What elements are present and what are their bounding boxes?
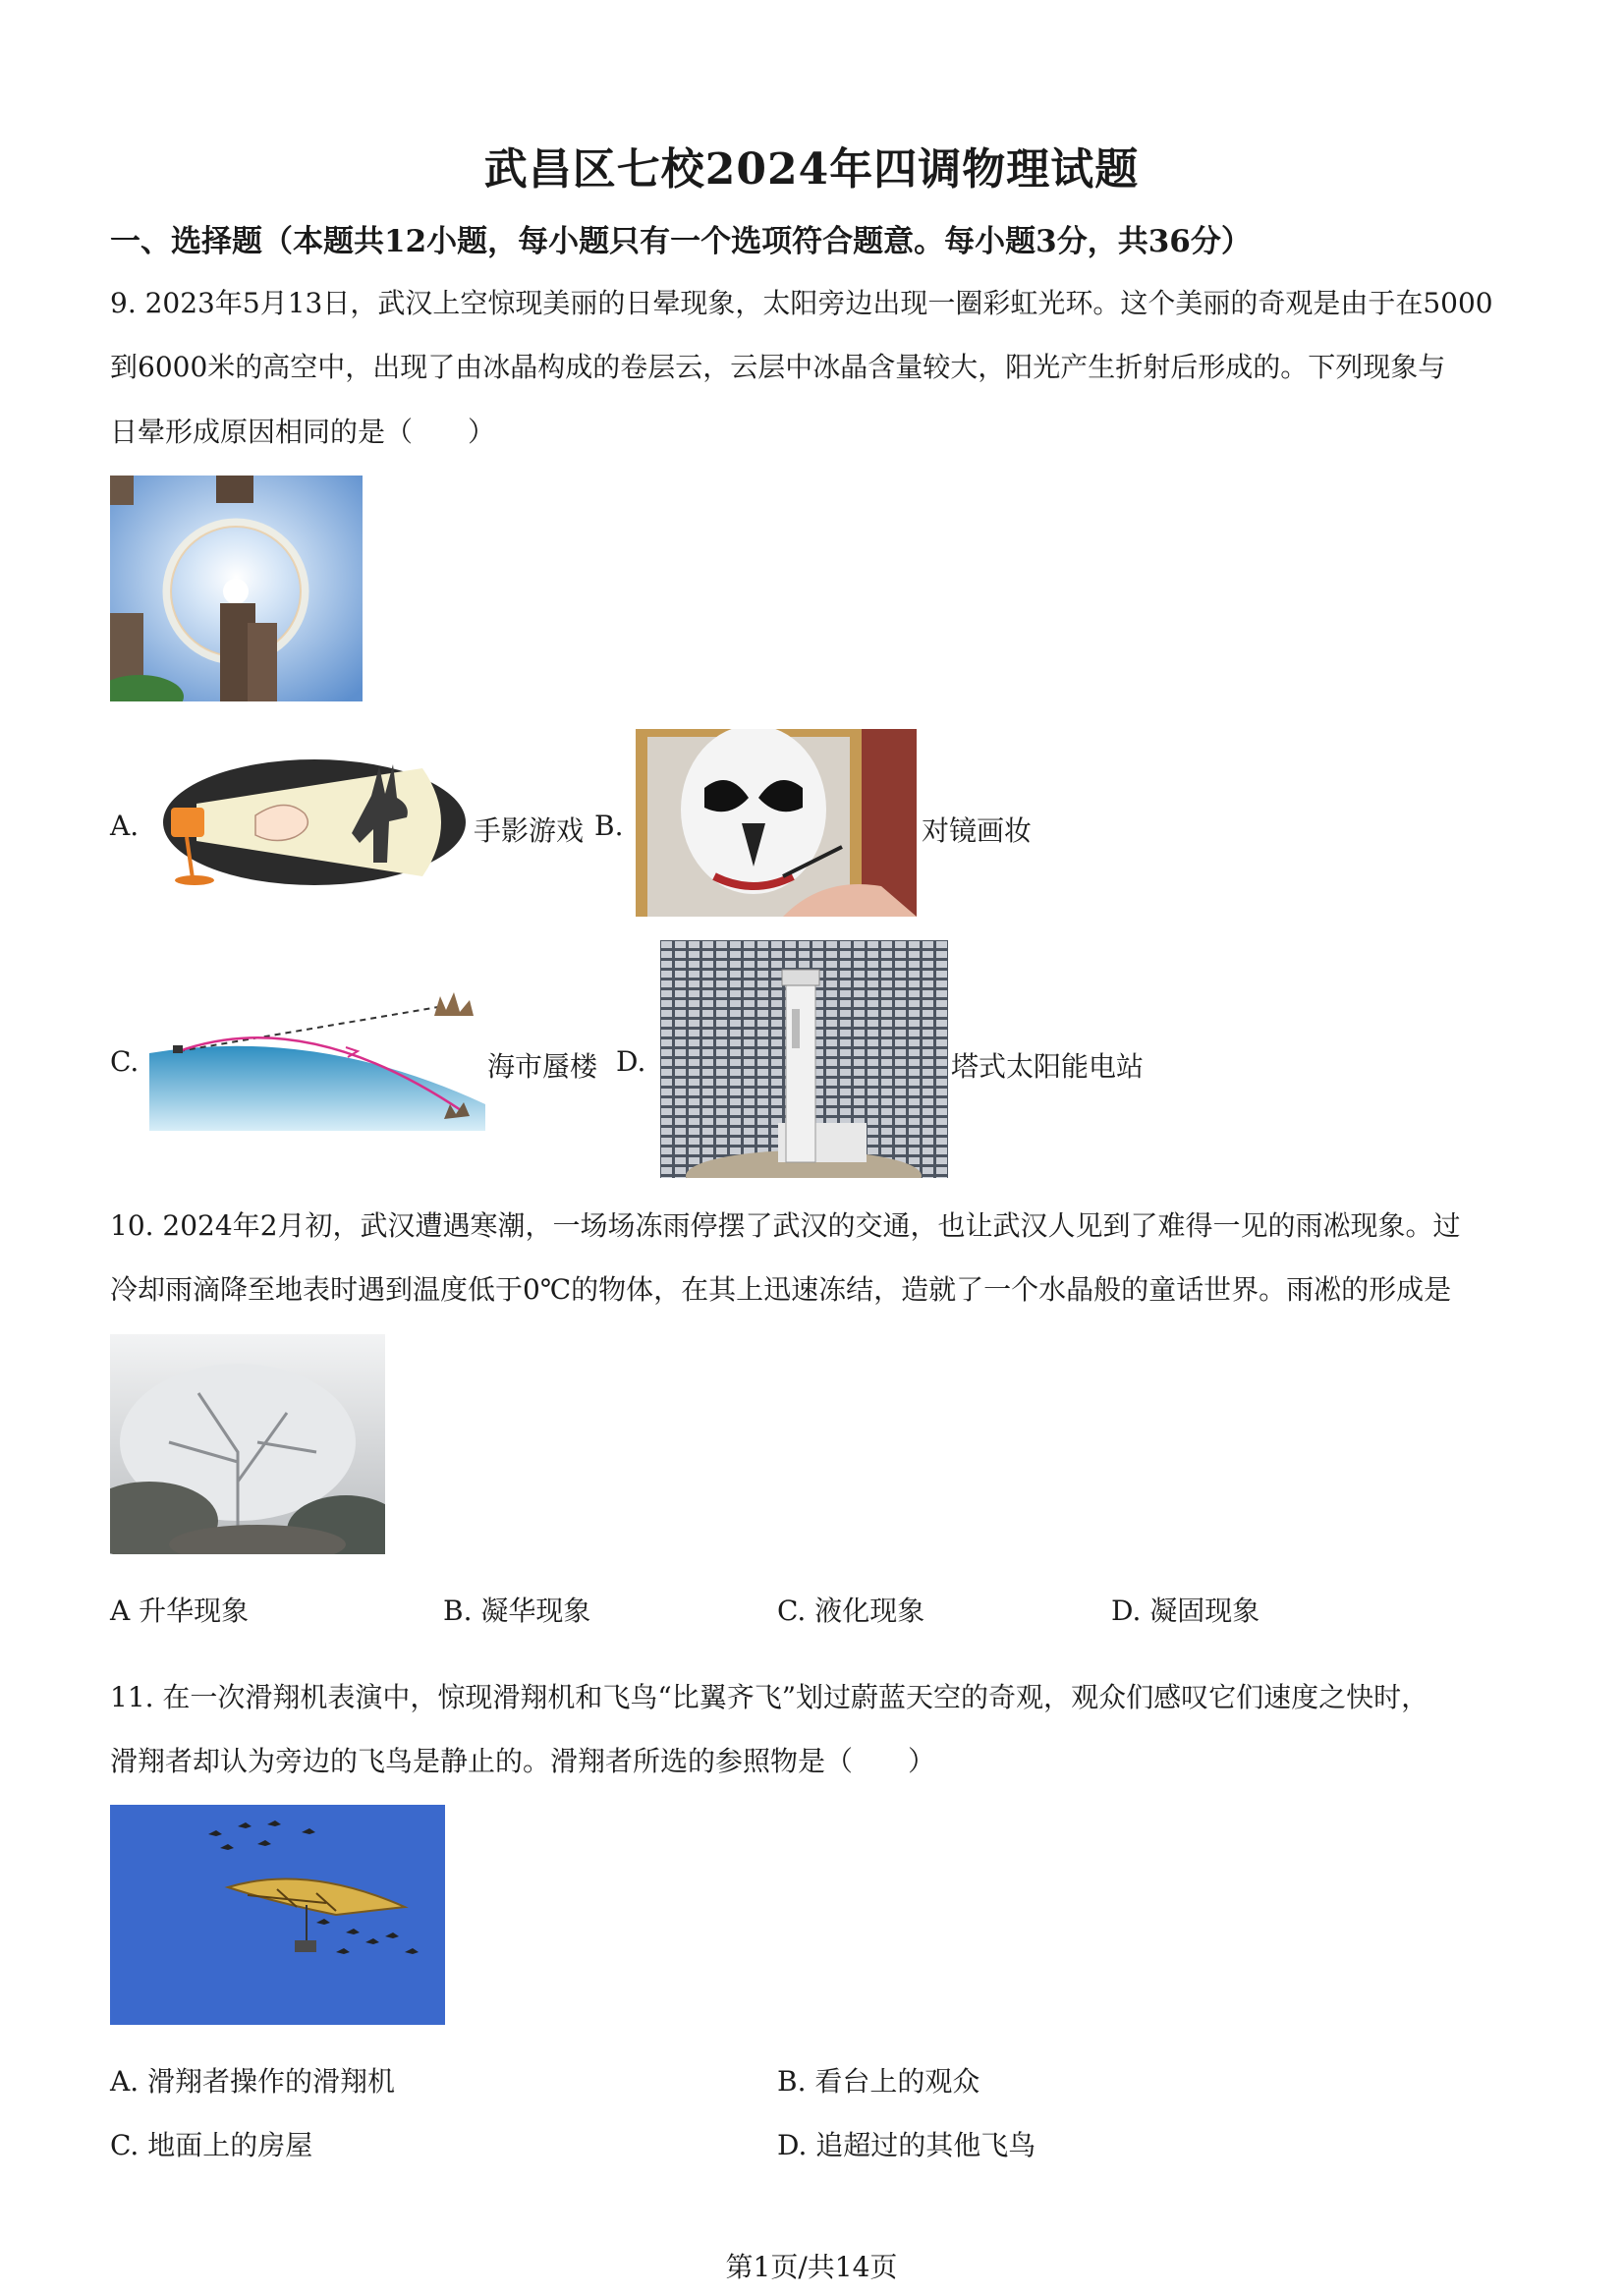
mirage-diagram-image <box>149 986 485 1131</box>
q9-option-d-letter[interactable]: D. <box>616 1045 646 1078</box>
q11-option-c[interactable]: C. 地面上的房屋 <box>110 2129 313 2161</box>
q11-text-line-2: 滑翔者却认为旁边的飞鸟是静止的。滑翔者所选的参照物是（ ） <box>110 1745 936 1777</box>
q9-text-line-2: 到6000米的高空中，出现了由冰晶构成的卷层云，云层中冰晶含量较大，阳光产生折射后形成的。下列现象与 <box>110 351 1446 383</box>
q11-option-b[interactable]: B. 看台上的观众 <box>777 2065 980 2098</box>
page-footer: 第1页/共14页 <box>725 2251 898 2283</box>
hang-glider-birds-image <box>110 1805 445 2025</box>
q9-option-a-text[interactable]: 手影游戏 <box>474 814 585 847</box>
q10-text-line-1: 10. 2024年2月初，武汉遭遇寒潮，一场场冻雨停摆了武汉的交通，也让武汉人见到了难得一见的雨凇现象。过 <box>110 1209 1461 1242</box>
q10-option-d[interactable]: D. 凝固现象 <box>1111 1595 1260 1627</box>
q10-text-line-2: 冷却雨滴降至地表时遇到温度低于0℃的物体，在其上迅速冻结，造就了一个水晶般的童话世界。雨凇的形成是 <box>110 1273 1452 1306</box>
q11-text-line-1: 11. 在一次滑翔机表演中，惊现滑翔机和飞鸟“比翼齐飞”划过蔚蓝天空的奇观，观众们感叹它们速度之快时， <box>110 1681 1429 1713</box>
q9-option-d-text[interactable]: 塔式太阳能电站 <box>951 1050 1145 1083</box>
glaze-ice-tree-image <box>110 1334 385 1554</box>
q9-option-b-text[interactable]: 对镜画妆 <box>922 814 1033 847</box>
q11-option-a[interactable]: A. 滑翔者操作的滑翔机 <box>110 2065 396 2098</box>
mirror-makeup-image <box>636 729 917 917</box>
solar-tower-image <box>660 940 948 1178</box>
section-header: 一、选择题（本题共12小题，每小题只有一个选项符合题意。每小题3分，共36分） <box>110 224 1252 259</box>
q11-option-d[interactable]: D. 追超过的其他飞鸟 <box>777 2129 1036 2161</box>
q10-option-b[interactable]: B. 凝华现象 <box>443 1595 591 1627</box>
page-title: 武昌区七校2024年四调物理试题 <box>483 144 1140 195</box>
q9-option-a-letter[interactable]: A. <box>110 810 140 842</box>
q10-option-a[interactable]: A 升华现象 <box>110 1595 250 1627</box>
hand-shadow-image <box>157 756 467 888</box>
q9-text-line-3: 日晕形成原因相同的是（ ） <box>110 416 496 448</box>
q10-option-c[interactable]: C. 液化现象 <box>777 1595 925 1627</box>
q9-option-c-letter[interactable]: C. <box>110 1045 140 1078</box>
q9-option-c-text[interactable]: 海市蜃楼 <box>487 1050 598 1083</box>
q9-option-b-letter[interactable]: B. <box>594 810 624 842</box>
q9-text-line-1: 9. 2023年5月13日，武汉上空惊现美丽的日晕现象，太阳旁边出现一圈彩虹光环。这个美丽的奇观是由于在5000 <box>110 287 1493 319</box>
sun-halo-image <box>110 476 363 701</box>
